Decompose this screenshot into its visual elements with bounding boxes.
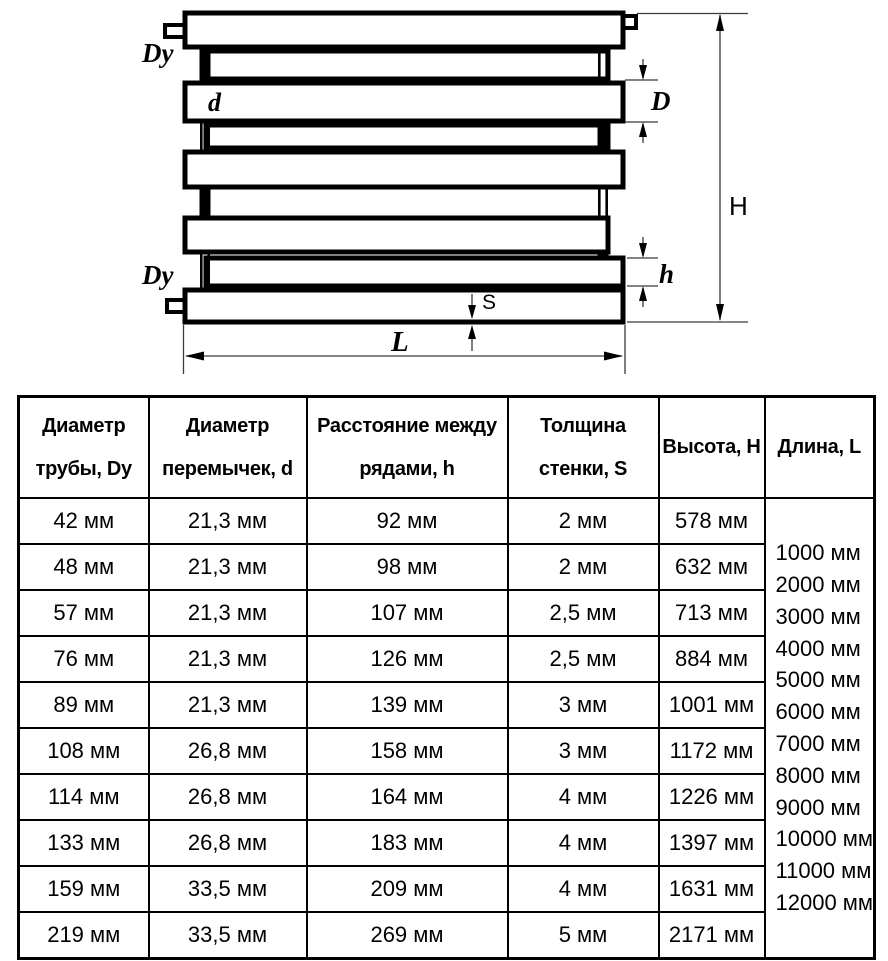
table-cell: 76 мм [19, 636, 149, 682]
arrowhead-up [639, 286, 647, 301]
table-row [19, 728, 875, 774]
table-row [19, 682, 875, 728]
label-dy-bottom: Dy [142, 260, 174, 290]
header-text: Диаметр [185, 414, 270, 437]
tube-bar [206, 258, 623, 286]
table-cell: 3 мм [508, 682, 659, 728]
table-row [19, 774, 875, 820]
table-cell: 2171 мм [659, 912, 765, 959]
table-row [19, 590, 875, 636]
tube-bar [185, 152, 623, 187]
table-cell: 21,3 мм [149, 590, 307, 636]
length-option: 3000 мм [775, 603, 861, 629]
length-option: 11000 мм [775, 858, 872, 884]
table-row [19, 498, 875, 544]
length-option: 12000 мм [775, 889, 874, 915]
label-d: d [208, 88, 221, 117]
table-cell: 133 мм [19, 820, 149, 866]
tube-bar [185, 83, 623, 121]
header-text: Длина, L [777, 436, 861, 458]
length-option: 8000 мм [775, 762, 861, 788]
table-cell: 26,8 мм [149, 774, 307, 820]
table-cell: 5 мм [508, 912, 659, 959]
table-cell: 4 мм [508, 866, 659, 912]
length-options-list [766, 499, 874, 957]
table-cell: 92 мм [307, 498, 508, 544]
table-cell: 98 мм [307, 544, 508, 590]
length-option: 7000 мм [775, 731, 861, 756]
table-cell: 269 мм [307, 912, 508, 959]
table-cell: 21,3 мм [149, 636, 307, 682]
table-cell: 3 мм [508, 728, 659, 774]
table-cell: 107 мм [307, 590, 508, 636]
header-text: Расстояние между [317, 414, 497, 437]
table-cell: 33,5 мм [149, 866, 307, 912]
table-cell: 114 мм [19, 774, 149, 820]
header-wall-thickness [508, 397, 659, 499]
header-text: Толщина [540, 414, 626, 437]
jumper-thick [200, 45, 211, 81]
arrowhead-down [639, 243, 647, 258]
jumper-thick [598, 119, 609, 150]
spec-table [17, 395, 876, 960]
table-cell: 884 мм [659, 636, 765, 682]
arrowhead-up [468, 325, 476, 339]
length-option: 1000 мм [775, 540, 861, 566]
tube-bar [185, 290, 623, 322]
table-cell: 164 мм [307, 774, 508, 820]
header-text: трубы, Dy [35, 457, 132, 480]
table-cell: 2,5 мм [508, 590, 659, 636]
label-dy-top: Dy [142, 38, 174, 68]
table-cell: 1001 мм [659, 682, 765, 728]
table-cell: 26,8 мм [149, 820, 307, 866]
header-height [659, 397, 765, 499]
arrowhead-up [716, 14, 724, 31]
table-cell: 33,5 мм [149, 912, 307, 959]
length-option: 5000 мм [775, 667, 861, 693]
label-H: H [729, 191, 748, 221]
tube-bar [185, 13, 623, 47]
table-cell: 2 мм [508, 498, 659, 544]
table-cell: 2,5 мм [508, 636, 659, 682]
length-option: 9000 мм [775, 794, 861, 820]
header-text: рядами, h [359, 457, 455, 480]
table-cell: 4 мм [508, 774, 659, 820]
table-cell: 21,3 мм [149, 498, 307, 544]
tube-bar [185, 218, 608, 252]
length-option: 4000 мм [775, 635, 861, 661]
table-row [19, 636, 875, 682]
arrowhead-right [604, 352, 623, 361]
label-h: h [659, 259, 675, 289]
table-cell: 1226 мм [659, 774, 765, 820]
header-text: перемычек, d [162, 457, 293, 480]
table-cell: 21,3 мм [149, 544, 307, 590]
jumper-thick [598, 250, 609, 260]
table-cell: 1397 мм [659, 820, 765, 866]
register-drawing-area [0, 0, 888, 388]
header-text: Диаметр [42, 414, 126, 437]
table-cell: 21,3 мм [149, 682, 307, 728]
jumper-thick [200, 185, 211, 220]
table-cell: 1172 мм [659, 728, 765, 774]
table-cell: 42 мм [19, 498, 149, 544]
table-cell: 578 мм [659, 498, 765, 544]
arrowhead-down [716, 304, 724, 321]
dimension-H [627, 14, 748, 323]
label-D: D [651, 86, 671, 116]
table-cell: 48 мм [19, 544, 149, 590]
header-row [19, 397, 875, 499]
header-text: Высота, H [662, 436, 761, 458]
table-row [19, 866, 875, 912]
length-option: 10000 мм [775, 826, 874, 852]
table-cell: 139 мм [307, 682, 508, 728]
arrowhead-down [639, 65, 647, 80]
table-cell: 4 мм [508, 820, 659, 866]
arrowhead-up [639, 122, 647, 137]
header-text: стенки, S [538, 457, 628, 480]
table-cell: 126 мм [307, 636, 508, 682]
table-cell: 632 мм [659, 544, 765, 590]
register-diagram [0, 0, 888, 388]
table-cell: 108 мм [19, 728, 149, 774]
table-cell: 713 мм [659, 590, 765, 636]
tube-bars [185, 13, 623, 322]
table-cell: 159 мм [19, 866, 149, 912]
table-row [19, 912, 875, 959]
table-cell: 89 мм [19, 682, 149, 728]
header-length [765, 397, 875, 499]
header-jumper-diameter [149, 397, 307, 499]
table-cell: 158 мм [307, 728, 508, 774]
tube-bar [206, 51, 608, 79]
header-pipe-diameter [19, 397, 149, 499]
header-row-distance [307, 397, 508, 499]
table-cell: 2 мм [508, 544, 659, 590]
length-option: 6000 мм [775, 699, 861, 725]
table-cell: 1631 мм [659, 866, 765, 912]
table-cell: 219 мм [19, 912, 149, 959]
tube-bar [206, 125, 608, 148]
table-cell: 26,8 мм [149, 728, 307, 774]
label-L: L [391, 326, 409, 358]
table-cell: 57 мм [19, 590, 149, 636]
label-S: S [482, 291, 497, 314]
length-options-cell [765, 498, 875, 959]
table-cell: 209 мм [307, 866, 508, 912]
arrowhead-left [185, 352, 204, 361]
table-cell: 183 мм [307, 820, 508, 866]
table-row [19, 820, 875, 866]
length-option: 2000 мм [775, 572, 861, 598]
table-row [19, 544, 875, 590]
